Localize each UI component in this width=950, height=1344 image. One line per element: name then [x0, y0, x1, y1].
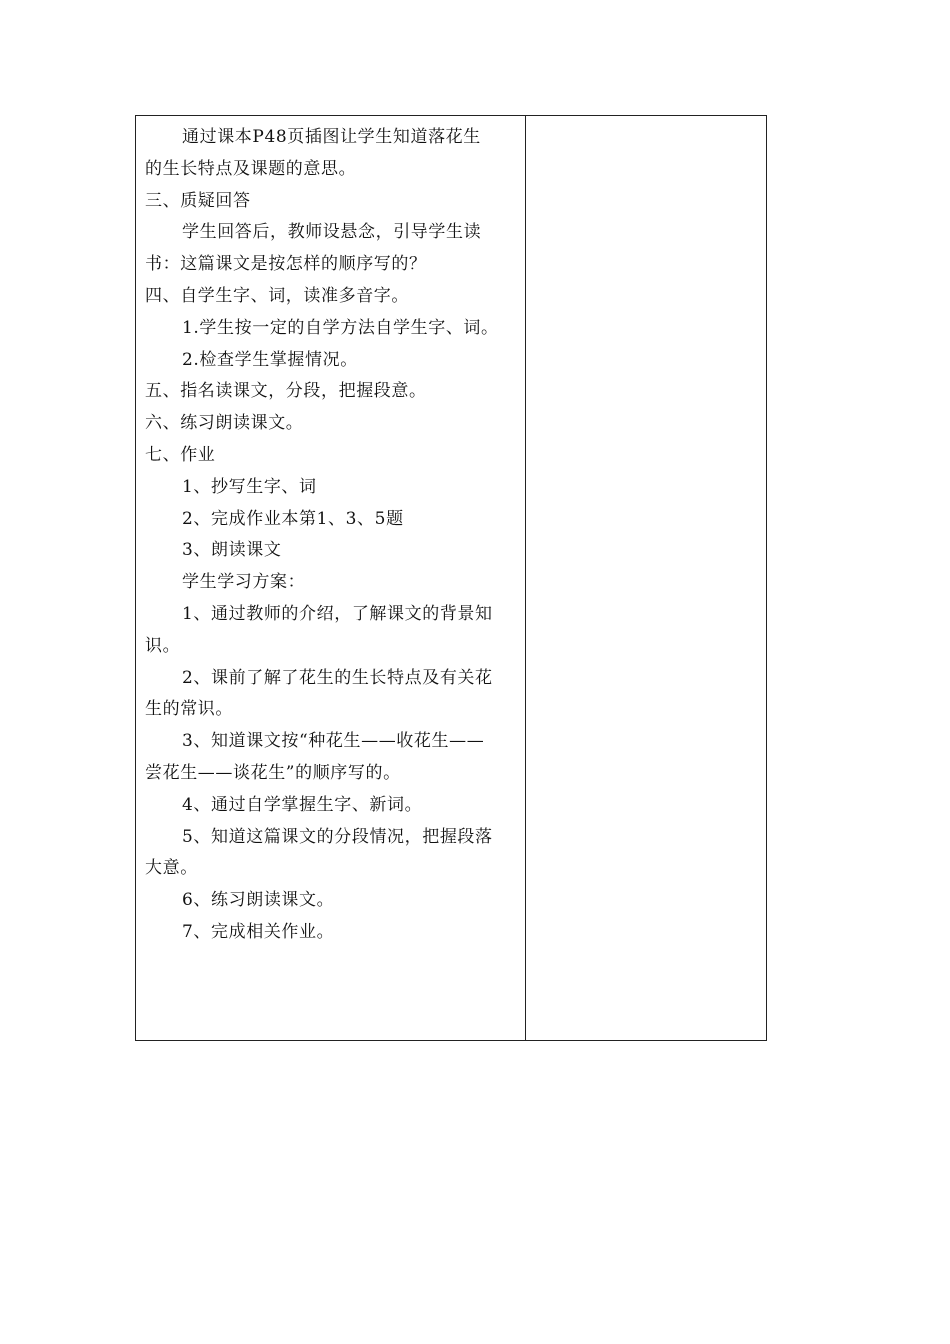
list-item: 1、抄写生字、词 [182, 476, 317, 497]
subsection-heading: 学生学习方案： [182, 572, 306, 593]
section-heading: 三、质疑回答 [145, 190, 251, 211]
text-line: 识。 [145, 635, 181, 656]
text-line: 大意。 [145, 858, 198, 879]
text-line: 生的常识。 [145, 699, 233, 720]
text-line: 通过课本P48页插图让学生知道落花生 [182, 127, 481, 147]
list-item: 1.学生按一定的自学方法自学生字、词。 [182, 317, 499, 338]
section-heading: 六、练习朗读课文。 [145, 413, 304, 434]
list-item: 2、课前了解了花生的生长特点及有关花 [182, 667, 493, 688]
list-item: 2、完成作业本第1、3、5题 [182, 508, 404, 529]
notes-cell [526, 116, 766, 1040]
list-item: 3、知道课文按“种花生——收花生—— [182, 731, 485, 752]
section-heading: 七、作业 [145, 444, 216, 465]
text-line: 书：这篇课文是按怎样的顺序写的？ [145, 254, 427, 275]
section-heading: 四、自学生字、词，读准多音字。 [145, 285, 409, 306]
list-item: 1、通过教师的介绍，了解课文的背景知 [182, 603, 493, 624]
teaching-process-cell [136, 116, 525, 1040]
list-item: 2.检查学生掌握情况。 [182, 349, 358, 370]
text-line: 学生回答后，教师设悬念，引导学生读 [182, 222, 482, 243]
list-item: 5、知道这篇课文的分段情况，把握段落 [182, 826, 493, 847]
lesson-plan-table [135, 115, 767, 1041]
list-item: 4、通过自学掌握生字、新词。 [182, 794, 423, 815]
section-heading: 五、指名读课文，分段，把握段意。 [145, 381, 427, 402]
list-item: 3、朗读课文 [182, 540, 282, 561]
text-line: 尝花生——谈花生”的顺序写的。 [145, 762, 401, 783]
list-item: 7、完成相关作业。 [182, 921, 335, 942]
list-item: 6、练习朗读课文。 [182, 890, 335, 911]
text-line: 的生长特点及课题的意思。 [145, 158, 357, 179]
